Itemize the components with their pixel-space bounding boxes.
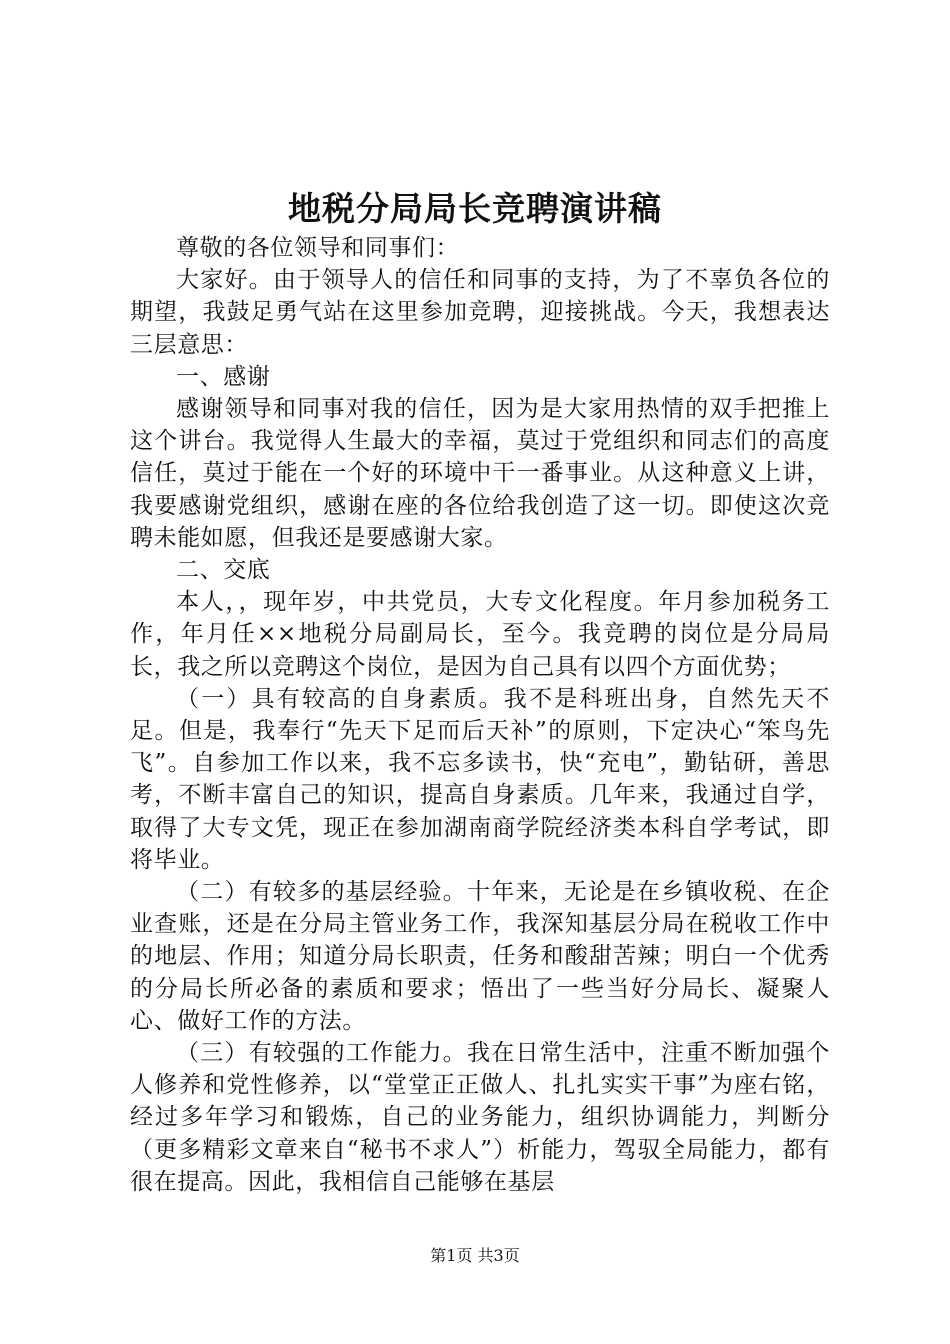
page-number-footer: 第1页 共3页 xyxy=(430,1246,520,1265)
paragraph-advantage-3: （三）有较强的工作能力。我在日常生活中，注重不断加强个人修养和党性修养，以“堂堂正正做人、扎扎实实干事”为座右铭，经过多年学习和锻炼，自己的业务能力，组织协调能力，判断分（更多精彩文章来自“秘书不求人”）析能力，驾驭全局能力，都有很在提高。因此，我相信自己能够在基层 xyxy=(130,1040,830,1195)
paragraph-advantage-2: （二）有较多的基层经验。十年来，无论是在乡镇收税、在企业查账，还是在分局主管业务工作，我深知基层分局在税收工作中的地层、作用；知道分局长职责，任务和酸甜苦辣；明白一个优秀的分局长所必备的素质和要求；悟出了一些当好分局长、凝聚人心、做好工作的方法。 xyxy=(130,879,830,1034)
section-heading-thanks: 一、感谢 xyxy=(176,363,271,390)
paragraph-advantage-1: （一）具有较高的自身素质。我不是科班出身，自然先天不足。但是，我奉行“先天下足而后天补”的原则，下定决心“笨鸟先飞”。自参加工作以来，我不忘多读书，快“充电”，勤钻研，善思考，不断丰富自己的知识，提高自身素质。几年来，我通过自学，取得了大专文凭，现正在参加湖南商学院经济类本科自学考试，即将毕业。 xyxy=(130,685,830,873)
section-heading-background: 二、交底 xyxy=(176,557,271,584)
paragraph-greeting: 尊敬的各位领导和同事们： xyxy=(176,235,460,261)
document-body xyxy=(130,232,830,1198)
paragraph-intro: 大家好。由于领导人的信任和同事的支持，为了不辜负各位的期望，我鼓足勇气站在这里参加竞聘，迎接挑战。今天，我想表达三层意思： xyxy=(130,267,830,358)
paragraph-thanks: 感谢领导和同事对我的信任，因为是大家用热情的双手把推上这个讲台。我觉得人生最大的幸福，莫过于党组织和同志们的高度信任，莫过于能在一个好的环境中干一番事业。从这种意义上讲，我要感谢党组织，感谢在座的各位给我创造了这一切。即使这次竞聘未能如愿，但我还是要感谢大家。 xyxy=(130,396,830,551)
paragraph-background: 本人，，现年岁，中共党员，大专文化程度。年月参加税务工作，年月任××地税分局副局长，至今。我竞聘的岗位是分局局长，我之所以竞聘这个岗位，是因为自己具有以四个方面优势； xyxy=(130,589,830,680)
document-title: 地税分局局长竞聘演讲稿 xyxy=(288,189,662,228)
